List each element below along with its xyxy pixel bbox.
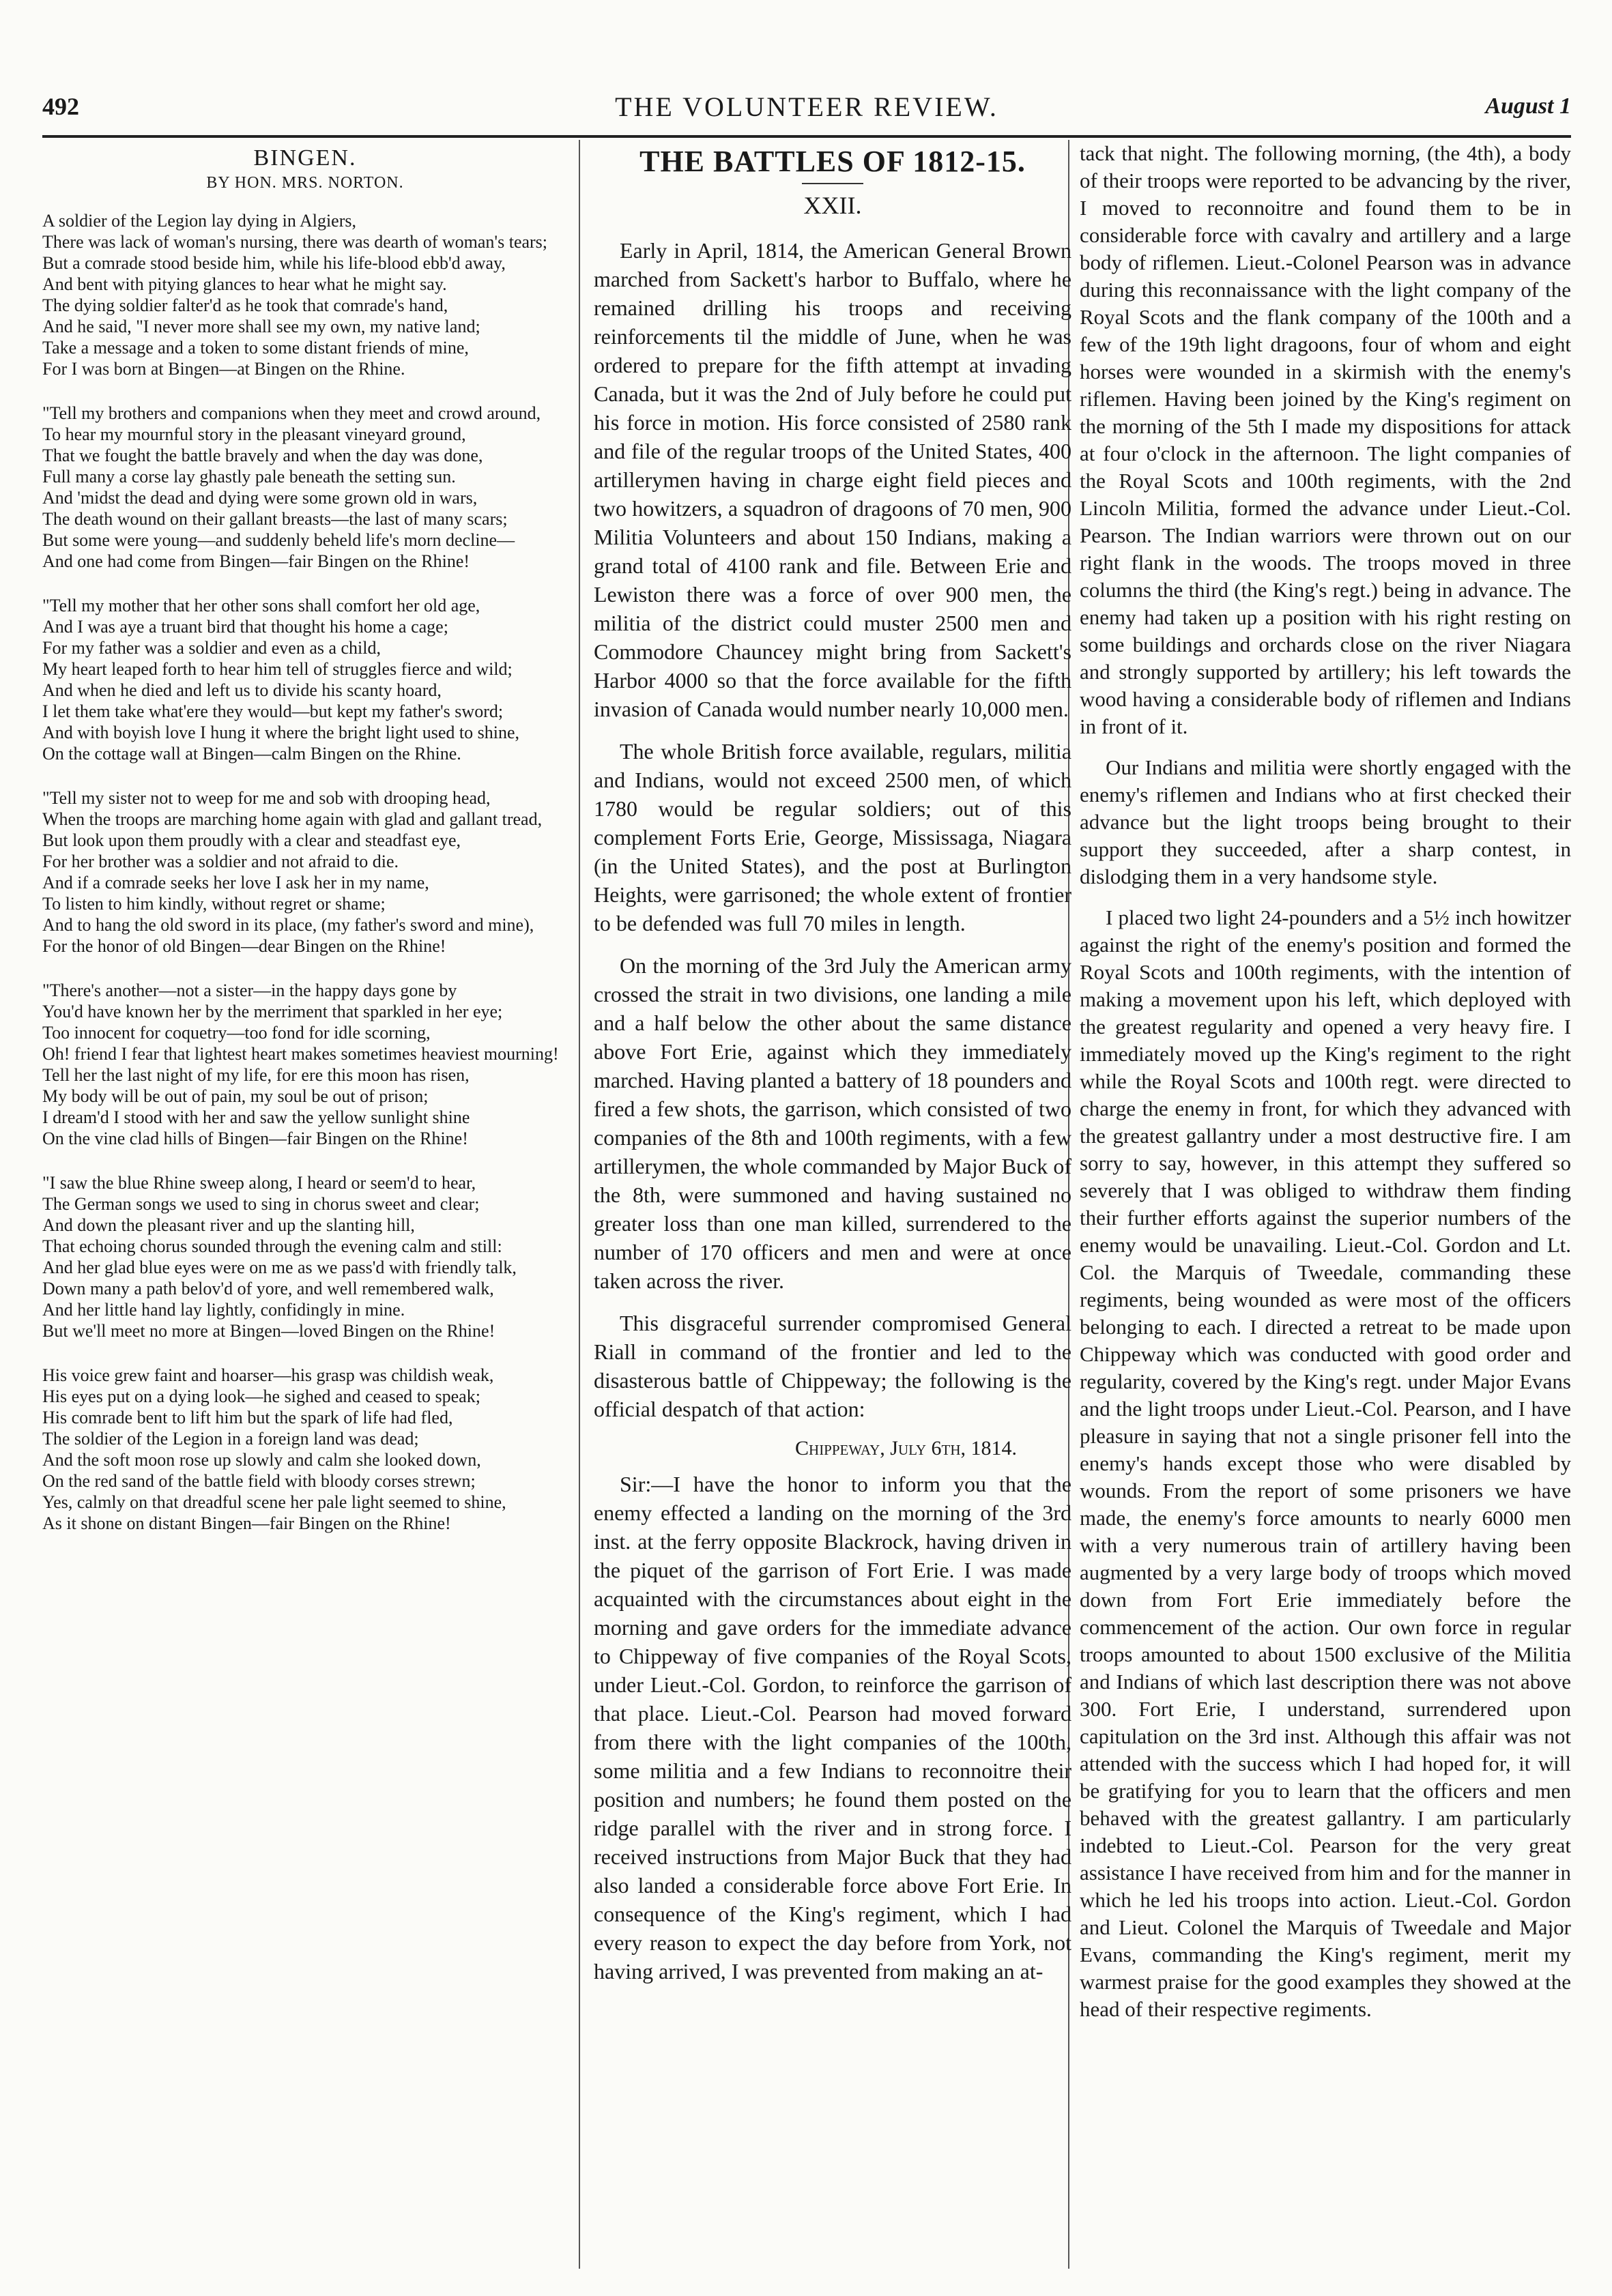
- article-paragraph: On the morning of the 3rd July the American army crossed the strait in two divisions, one landing a mile and a half below the other about the same distance above Fort Erie, against which they immediately marched. Having planted a battery of 18 pounders and fired a few shots, the garrison, which consisted of two companies of the 8th and 100th regiments, with a few artillerymen, the whole commanded by Major Buck of the 8th, were summoned and having sustained no greater loss than one man killed, surrendered to the number of 170 officers and men and were at once taken across the river.: [594, 953, 1071, 1293]
- despatch-paragraph: I placed two light 24-pounders and a 5½ inch howitzer against the right of the enemy's position and formed the Royal Scots and 100th regiments, with the intention of making a movement upon his left, which deployed with the greatest regularity and opened a very heavy fire. I immediately moved up the King's regiment to the right while the Royal Scots and 100th regt. were directed to charge the enemy in front, for which they advanced with the greatest gallantry under a most destructive fire. I am sorry to say, however, in this attempt they suffered so severely that I was obliged to withdraw them finding their further efforts against the superior numbers of the enemy would be unavailing. Lieut.-Col. Gordon and Lt. Col. the Marquis of Tweedale, commanding these regiments, being wounded as were most of the officers belonging to each. I directed a retreat to be made upon Chippeway which was conducted with good order and regularity, covered by the King's regt. under Major Evans and the light troops under Lieut.-Col. Pearson, and I have pleasure in saying that not a single prisoner fell into the enemy's hands except those who were disabled by wounds. From the report of some prisoners we have made, the enemy's force amounts to nearly 6000 men with a very numerous train of artillery having been augmented by a very large body of troops which moved down from Fort Erie immediately before the commencement of the action. Our own force in regular troops amounted to about 1500 exclusive of the Militia and Indians of which last description there was not above 300. Fort Erie, I understand, surrendered upon capitulation on the 3rd inst. Although this affair was not attended with the success which I had hoped for, it will be gratifying for you to learn that the officers and men behaved with the greatest gallantry. I am particularly indebted to Lieut.-Col. Pearson for the very great assistance I have received from him and for the manner in which he led his troops into action. Lieut.-Col. Gordon and Lieut. Colonel the Marquis of Tweedale and Major Evans, commanding the King's regiment, merit my warmest praise for the good examples they showed at the head of their respective regiments.: [1080, 905, 1571, 2021]
- article-column: [594, 140, 1071, 1999]
- poem-line: But look upon them proudly with a clear and steadfast eye,: [42, 830, 461, 850]
- poem-line: For the honor of old Bingen—dear Bingen on the Rhine!: [42, 936, 446, 956]
- article-paragraph: The whole British force available, regulars, militia and Indians, would not exceed 2500 men, of which 1780 would be regular soldiers; out of this complement Forts Erie, George, Mississaga, Niagara (in the United States), and the post at Burlington Heights, were garrisoned; the whole extent of frontier to be defended was full 70 miles in length.: [594, 739, 1071, 935]
- poem-stanza: [42, 403, 568, 572]
- poem-line: I let them take what'ere they would—but kept my father's sword;: [42, 701, 504, 721]
- poem-line: And the soft moon rose up slowly and calm she looked down,: [42, 1450, 481, 1470]
- poem-line: And her little hand lay lightly, confidingly in mine.: [42, 1300, 405, 1320]
- poem-line: And bent with pitying glances to hear what he might say.: [42, 274, 447, 294]
- poem-line: As it shone on distant Bingen—fair Bingen on the Rhine!: [42, 1513, 451, 1533]
- title-rule: [802, 183, 863, 184]
- poem-line: And I was aye a truant bird that thought his home a cage;: [42, 617, 448, 637]
- poem-line: Yes, calmly on that dreadful scene her pale light seemed to shine,: [42, 1492, 506, 1512]
- poem-line: "Tell my sister not to weep for me and sob with drooping head,: [42, 788, 491, 808]
- poem-line: And if a comrade seeks her love I ask her in my name,: [42, 873, 429, 892]
- poem-line: And when he died and left us to divide his scanty hoard,: [42, 680, 442, 700]
- poem-line: "Tell my brothers and companions when they meet and crowd around,: [42, 403, 541, 423]
- article-paragraph: This disgraceful surrender compromised General Riall in command of the frontier and led to the disasterous battle of Chippeway; the following is the official despatch of that action:: [594, 1311, 1071, 1421]
- poem-stanza: [42, 1172, 568, 1341]
- poem-line: When the troops are marching home again with glad and gallant tread,: [42, 809, 543, 829]
- poem-stanza: [42, 1365, 568, 1534]
- article-paragraph: Early in April, 1814, the American General Brown marched from Sackett's harbor to Buffalo, where he remained drilling his troops and receiving reinforcements til the middle of June, when he was ordered to prepare for the fifth attempt at invading Canada, but it was the 2nd of July before he could put his force in motion. His force consisted of 2580 rank and file of the regular troops of the United States, 400 artillerymen having in charge eight field pieces and two howitzers, a squadron of dragoons of 70 men, 900 Militia Volunteers and about 150 Indians, making a grand total of 4100 rank and file. Between Erie and Lewiston there was a force of over 900 men, the militia of the district could muster 2500 men and Commodore Chauncey might bring from Sackett's Harbor 4000 so that the force available for the fifth invasion of Canada would number nearly 10,000 men.: [594, 238, 1071, 721]
- poem-stanza: [42, 210, 568, 379]
- poem-line: Too innocent for coquetry—too fond for idle scorning,: [42, 1023, 431, 1043]
- despatch-paragraph: tack that night. The following morning, (the 4th), a body of their troops were reported to be advancing by the river, I moved to reconnoitre and found them to be in considerable force with cavalry and artillery and a large body of riflemen. Lieut.-Colonel Pearson was in advance during this reconnaissance with the light company of the Royal Scots and the flank company of the 100th and a few of the 19th light dragoons, four of whom and eight horses were wounded in a skirmish with the enemy's riflemen. Having been joined by the King's regiment on the morning of the 5th I made my dispositions for attack at four o'clock in the afternoon. The light companies of the Royal Scots and 100th regiments, with the 2nd Lincoln Militia, formed the advance under Lieut.-Col. Pearson. The Indian warriors were thrown out on our right flank in the woods. The troops moved in three columns the third (the King's regt.) being in advance. The enemy had taken up a position with his right resting on some buildings and orchards close on the river Niagara and strongly supported by artillery; his left towards the wood having a considerable body of riflemen and Indians in front of it.: [1080, 141, 1571, 738]
- poem-line: A soldier of the Legion lay dying in Algiers,: [42, 211, 356, 231]
- poem-line: Take a message and a token to some distant friends of mine,: [42, 338, 469, 358]
- poem-line: Full many a corse lay ghastly pale beneath the setting sun.: [42, 467, 456, 486]
- header-rule: [42, 135, 1571, 138]
- poem-line: I dream'd I stood with her and saw the yellow sunlight shine: [42, 1107, 470, 1127]
- poem-line: The German songs we used to sing in chorus sweet and clear;: [42, 1194, 480, 1214]
- article-part: XXII.: [803, 192, 862, 219]
- poem-line: But we'll meet no more at Bingen—loved Bingen on the Rhine!: [42, 1321, 495, 1341]
- poem-stanza: [42, 595, 568, 764]
- poem-line: And 'midst the dead and dying were some grown old in wars,: [42, 488, 478, 508]
- poem-line: On the red sand of the battle field with bloody corses strewn;: [42, 1471, 476, 1491]
- article-continuation-column: [1080, 140, 1571, 2037]
- poem-stanza: [42, 980, 568, 1149]
- despatch-paragraph: Sir:—I have the honor to inform you that the enemy effected a landing on the morning of the 3rd inst. at the ferry opposite Blackrock, having driven in the piquet of the garrison of Fort Erie. I was made acquainted with the circumstances about eight in the morning and gave orders for the immediate advance to Chippeway of five companies of the Royal Scots, under Lieut.-Col. Gordon, to reinforce the garrison of that place. Lieut.-Col. Pearson had moved forward from there with the light companies of the 100th, some militia and a few Indians to reconnoitre their position and numbers; he found them posted on the ridge parallel with the river and in strong force. I received instructions from Major Buck that they had also landed a considerable force above Fort Erie. In consequence of the King's regiment, which I had every reason to expect the day before from York, not having arrived, I was prevented from making an at-: [594, 1472, 1071, 1983]
- poem-line: On the cottage wall at Bingen—calm Bingen on the Rhine.: [42, 744, 461, 764]
- poem-line: My heart leaped forth to hear him tell of struggles fierce and wild;: [42, 659, 513, 679]
- poem-line: The dying soldier falter'd as he took that comrade's hand,: [42, 295, 448, 315]
- poem-line: But a comrade stood beside him, while his life-blood ebb'd away,: [42, 253, 506, 273]
- poem-line: Down many a path belov'd of yore, and well remembered walk,: [42, 1279, 494, 1298]
- poem-line: And to hang the old sword in its place, (my father's sword and mine),: [42, 915, 534, 935]
- article-title: THE BATTLES OF 1812-15.: [639, 145, 1026, 178]
- poem-line: My body will be out of pain, my soul be out of prison;: [42, 1086, 429, 1106]
- poem-line: "I saw the blue Rhine sweep along, I heard or seem'd to hear,: [42, 1173, 476, 1193]
- poem-line: On the vine clad hills of Bingen—fair Bingen on the Rhine!: [42, 1129, 468, 1148]
- poem-line: To listen to him kindly, without regret or shame;: [42, 894, 386, 914]
- journal-title: THE VOLUNTEER REVIEW.: [615, 91, 998, 122]
- poem-line: That we fought the battle bravely and when the day was done,: [42, 446, 483, 465]
- poem-line: The death wound on their gallant breasts—the last of many scars;: [42, 509, 508, 529]
- poem-line: For my father was a soldier and even as a child,: [42, 638, 382, 658]
- poem-line: His eyes put on a dying look—he sighed and ceased to speak;: [42, 1386, 480, 1406]
- poem-line: Tell her the last night of my life, for ere this moon has risen,: [42, 1065, 470, 1085]
- issue-date: August 1: [1485, 93, 1571, 119]
- poem-line: "There's another—not a sister—in the happy days gone by: [42, 980, 457, 1000]
- despatch-paragraph: Our Indians and militia were shortly engaged with the enemy's riflemen and Indians who at first checked their advance but the light troops being brought to their support they succeeded, after a sharp contest, in dislodging them in a very handsome style.: [1080, 755, 1571, 888]
- poem-byline: BY HON. MRS. NORTON.: [206, 174, 404, 192]
- poem-line: There was lack of woman's nursing, there was dearth of woman's tears;: [42, 232, 548, 252]
- page-header: [42, 85, 1571, 140]
- poem-line: You'd have known her by the merriment that sparkled in her eye;: [42, 1002, 503, 1021]
- poem-line: And down the pleasant river and up the slanting hill,: [42, 1215, 415, 1235]
- poem-line: His comrade bent to lift him but the spark of life had fled,: [42, 1408, 453, 1427]
- poem-line: Oh! friend I fear that lightest heart makes sometimes heaviest mourning!: [42, 1044, 559, 1064]
- poem-line: The soldier of the Legion in a foreign land was dead;: [42, 1429, 419, 1449]
- poem-line: And he said, "I never more shall see my own, my native land;: [42, 317, 480, 336]
- poem-title: BINGEN.: [253, 145, 357, 171]
- poem-line: "Tell my mother that her other sons shall comfort her old age,: [42, 596, 480, 615]
- column-divider: [579, 140, 580, 2269]
- poem-stanzas: [42, 210, 568, 1534]
- poem-line: To hear my mournful story in the pleasant vineyard ground,: [42, 424, 466, 444]
- poem-line: And one had come from Bingen—fair Bingen on the Rhine!: [42, 551, 470, 571]
- page-number: 492: [42, 93, 79, 120]
- poem-stanza: [42, 787, 568, 957]
- poem-line: That echoing chorus sounded through the evening calm and still:: [42, 1236, 502, 1256]
- poem-column: [42, 140, 568, 1557]
- poem-line: But some were young—and suddenly beheld life's morn decline—: [42, 530, 515, 550]
- poem-line: For her brother was a soldier and not afraid to die.: [42, 852, 399, 871]
- despatch-dateline: Chippeway, July 6th, 1814.: [795, 1437, 1017, 1459]
- poem-line: And with boyish love I hung it where the bright light used to shine,: [42, 723, 520, 742]
- poem-line: And her glad blue eyes were on me as we pass'd with friendly talk,: [42, 1258, 517, 1277]
- poem-line: His voice grew faint and hoarser—his grasp was childish weak,: [42, 1365, 494, 1385]
- poem-line: For I was born at Bingen—at Bingen on the Rhine.: [42, 359, 405, 379]
